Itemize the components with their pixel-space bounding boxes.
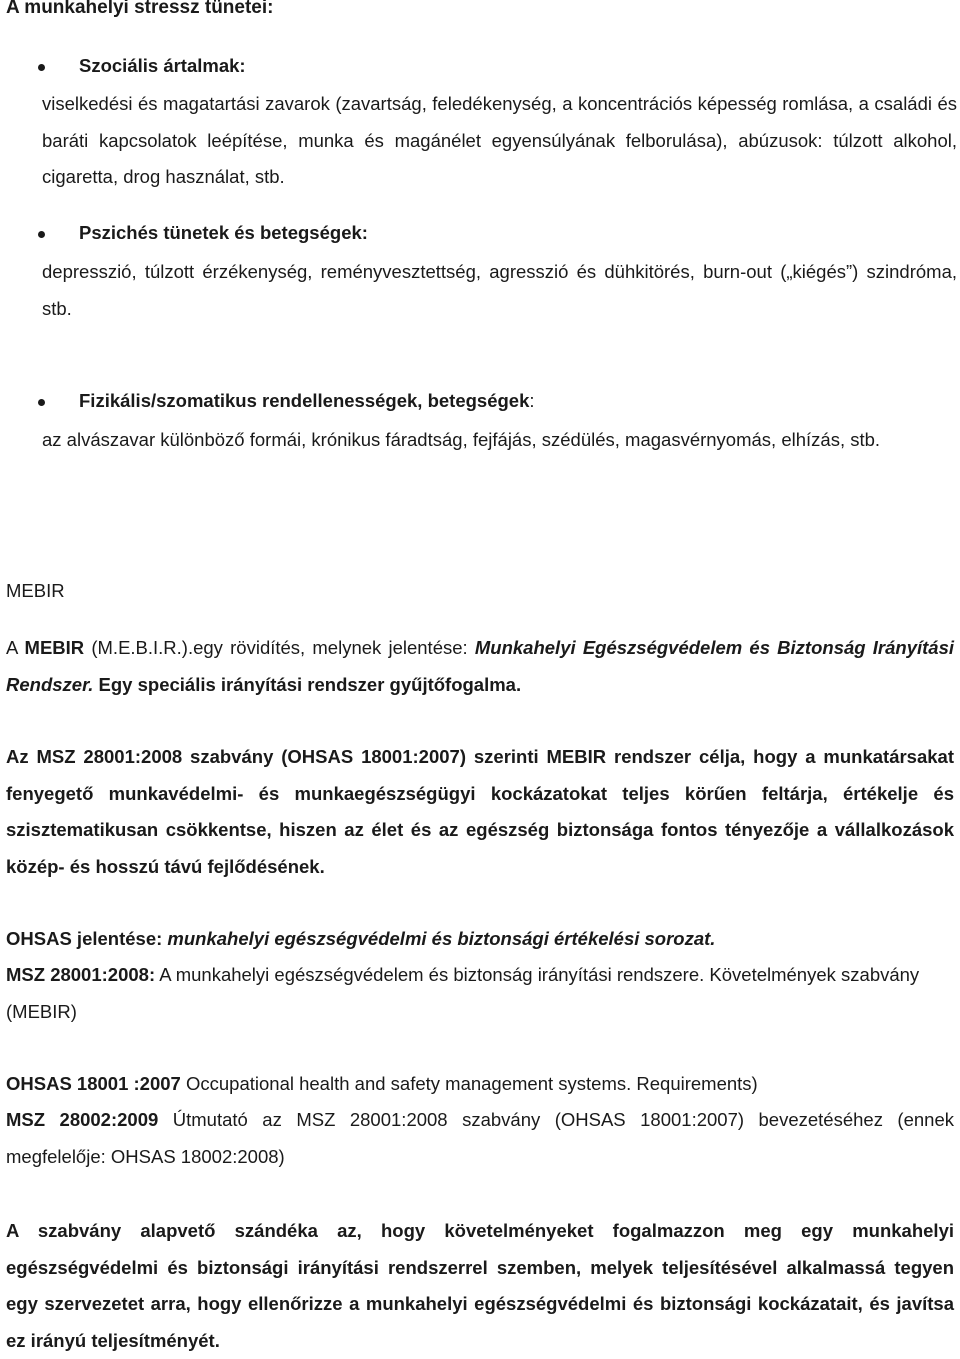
closing-paragraph: A szabvány alapvető szándéka az, hogy követelményeket fogalmazzon meg egy munkahelyi egészségvédelmi és biztonsági irányítási rendszerrel szemben, melyek teljesítésével alkalmassá tegyen egy szervezetet arra, hogy ellenőrizze a munkahelyi egészségvédelmi és biztonsági kockázatait, és javítsa ez irányú teljesítményét. xyxy=(6,1220,954,1351)
ohsas18001-text: Occupational health and safety management systems. Requirements) xyxy=(180,1073,758,1094)
social-body: viselkedési és magatartási zavarok (zavartság, feledékenység, a koncentrációs képesség romlása, a családi és baráti kapcsolatok leépítése, munka és magánélet egyensúlyának felborulása), abúzusok: túlzott alkohol, cigaretta, drog használat, stb. xyxy=(42,93,957,187)
psychic-title: Pszichés tünetek és betegségek: xyxy=(79,222,368,243)
msz28001-line xyxy=(6,957,954,1030)
mebir-def-prefix: A xyxy=(6,637,25,658)
physical-title xyxy=(79,390,535,412)
mebir-definition xyxy=(6,630,954,703)
goal-paragraph: Az MSZ 28001:2008 szabvány (OHSAS 18001:2007) szerinti MEBIR rendszer célja, hogy a munkatársakat fenyegető munkavédelmi- és munkaegészségügyi kockázatokat teljes körűen feltárja, értékelje és szisztematikusan csökkentse, hiszen az élet és az egészség biztonsága fontos tényezője a vállalkozások közép- és hosszú távú fejlődésének. xyxy=(6,746,954,877)
mebir-def-meaning: Munkahelyi Egészségvédelem és Biztonság Irányítási Rendszer. xyxy=(6,637,955,695)
mebir-def-note: Egy speciális irányítási rendszer gyűjtőfogalma. xyxy=(93,673,522,695)
ohsas-meaning xyxy=(6,921,954,958)
physical-title-colon: : xyxy=(529,390,535,411)
mebir-heading: MEBIR xyxy=(6,580,65,601)
ohsas18001-line xyxy=(6,1066,954,1103)
msz28002-label: MSZ 28002:2009 xyxy=(6,1109,159,1130)
bullet-dot-icon xyxy=(38,64,45,71)
mebir-def-term: MEBIR xyxy=(24,637,85,658)
msz28001-label: MSZ 28001:2008: xyxy=(6,964,156,985)
bullet-physical xyxy=(38,385,954,421)
mebir-def-middle: (M.E.B.I.R.).egy rövidítés, melynek jelentése: xyxy=(84,637,475,658)
bullet-psychic xyxy=(38,217,954,253)
page-heading: A munkahelyi stressz tünetei: xyxy=(6,0,274,18)
physical-body: az alvászavar különböző formái, krónikus fáradtság, fejfájás, szédülés, magasvérnyomás, elhízás, stb. xyxy=(42,429,881,450)
bullet-dot-icon xyxy=(38,231,45,238)
psychic-body: depresszió, túlzott érzékenység, reményvesztettség, agresszió és dühkitörés, burn-out („kiégés”) szindróma, stb. xyxy=(42,261,957,319)
physical-title-text: Fizikális/szomatikus rendellenességek, betegségek xyxy=(79,390,530,411)
msz28002-line xyxy=(6,1102,954,1175)
ohsas18001-label: OHSAS 18001 :2007 xyxy=(6,1073,181,1094)
bullet-social xyxy=(38,50,954,86)
ohsas-meaning-label: OHSAS jelentése: xyxy=(6,928,168,949)
bullet-dot-icon xyxy=(38,399,45,406)
msz28002-text: Útmutató az MSZ 28001:2008 szabvány (OHSAS 18001:2007) bevezetéséhez (ennek megfelelője: OHSAS 18002:2008) xyxy=(6,1109,954,1167)
social-title: Szociális ártalmak: xyxy=(79,55,246,76)
msz28001-text: A munkahelyi egészségvédelem és biztonság irányítási rendszere. Követelmények szabvány (MEBIR) xyxy=(6,964,920,1022)
ohsas-meaning-value: munkahelyi egészségvédelmi és biztonsági értékelési sorozat. xyxy=(167,928,716,949)
